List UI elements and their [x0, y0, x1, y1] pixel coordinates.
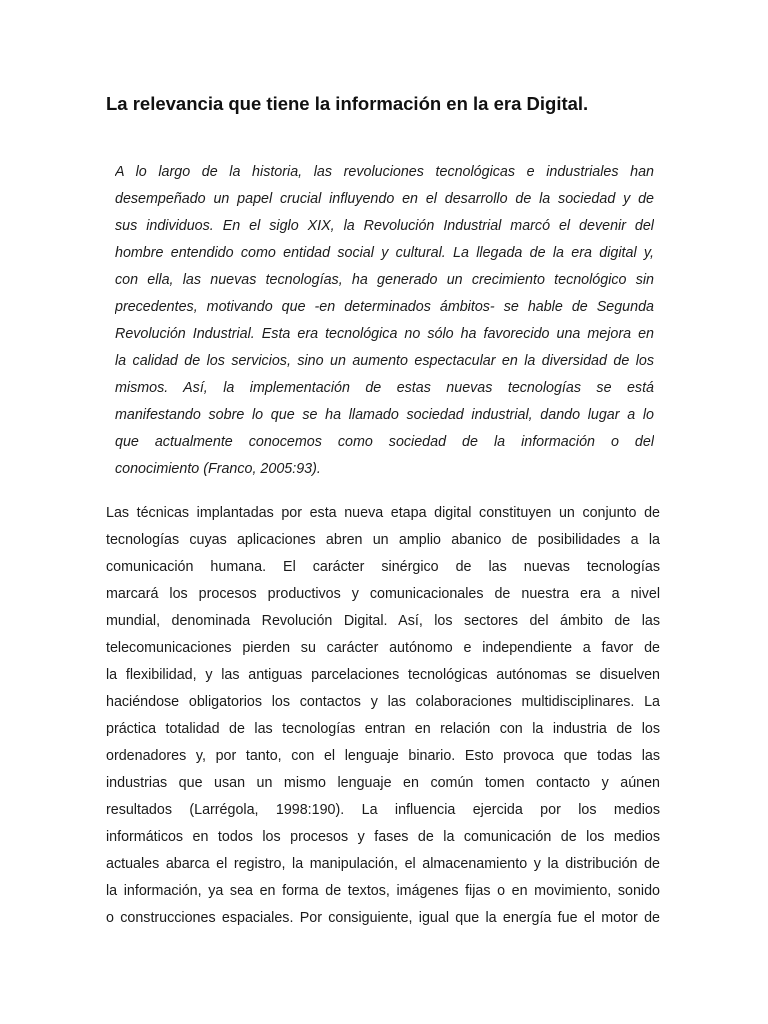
quote-paragraph	[115, 159, 654, 483]
body-line: Las técnicas implantadas por esta nueva etapa digital constituyen un conjunto de	[106, 505, 660, 521]
quote-line: hombre entendido como entidad social y cultural. La llegada de la era digital y,	[115, 245, 654, 261]
quote-line: A lo largo de la historia, las revoluciones tecnológicas e industriales han	[115, 164, 654, 180]
body-line: la flexibilidad, y las antiguas parcelaciones tecnológicas autónomas se disuelven	[106, 667, 660, 683]
quote-line: que actualmente conocemos como sociedad de la información o del	[115, 434, 654, 450]
quote-line: la calidad de los servicios, sino un aumento espectacular en la diversidad de los	[115, 353, 654, 369]
quote-line: manifestando sobre lo que se ha llamado sociedad industrial, dando lugar a lo	[115, 407, 654, 423]
body-line: ordenadores y, por tanto, con el lenguaje binario. Esto provoca que todas las	[106, 748, 660, 764]
quote-line: con ella, las nuevas tecnologías, ha generado un crecimiento tecnológico sin	[115, 272, 654, 288]
body-paragraph	[106, 500, 660, 932]
quote-line: conocimiento (Franco, 2005:93).	[115, 461, 321, 477]
document-title: La relevancia que tiene la información en la era Digital.	[106, 93, 589, 114]
body-line: industrias que usan un mismo lenguaje en común tomen contacto y aúnen	[106, 775, 660, 791]
quote-line: desempeñado un papel crucial influyendo en el desarrollo de la sociedad y de	[115, 191, 654, 207]
body-line: actuales abarca el registro, la manipulación, el almacenamiento y la distribución de	[106, 856, 660, 872]
body-line: marcará los procesos productivos y comunicacionales de nuestra era a nivel	[106, 586, 660, 602]
body-line: tecnologías cuyas aplicaciones abren un amplio abanico de posibilidades a la	[106, 532, 660, 548]
quote-line: Revolución Industrial. Esta era tecnológica no sólo ha favorecido una mejora en	[115, 326, 654, 342]
quote-line: mismos. Así, la implementación de estas nuevas tecnologías se está	[115, 380, 654, 396]
quote-line: precedentes, motivando que -en determinados ámbitos- se hable de Segunda	[115, 299, 654, 315]
body-line: la información, ya sea en forma de textos, imágenes fijas o en movimiento, sonido	[106, 883, 660, 899]
body-line: comunicación humana. El carácter sinérgico de las nuevas tecnologías	[106, 559, 660, 575]
body-line: mundial, denominada Revolución Digital. Así, los sectores del ámbito de las	[106, 613, 660, 629]
body-line: haciéndose obligatorios los contactos y las colaboraciones multidisciplinares. La	[106, 694, 660, 710]
body-line: informáticos en todos los procesos y fases de la comunicación de los medios	[106, 829, 660, 845]
body-line: o construcciones espaciales. Por consiguiente, igual que la energía fue el motor de	[106, 910, 660, 926]
body-line: resultados (Larrégola, 1998:190). La influencia ejercida por los medios	[106, 802, 660, 818]
body-line: telecomunicaciones pierden su carácter autónomo e independiente a favor de	[106, 640, 660, 656]
quote-line: sus individuos. En el siglo XIX, la Revolución Industrial marcó el devenir del	[115, 218, 654, 234]
body-line: práctica totalidad de las tecnologías entran en relación con la industria de los	[106, 721, 660, 737]
